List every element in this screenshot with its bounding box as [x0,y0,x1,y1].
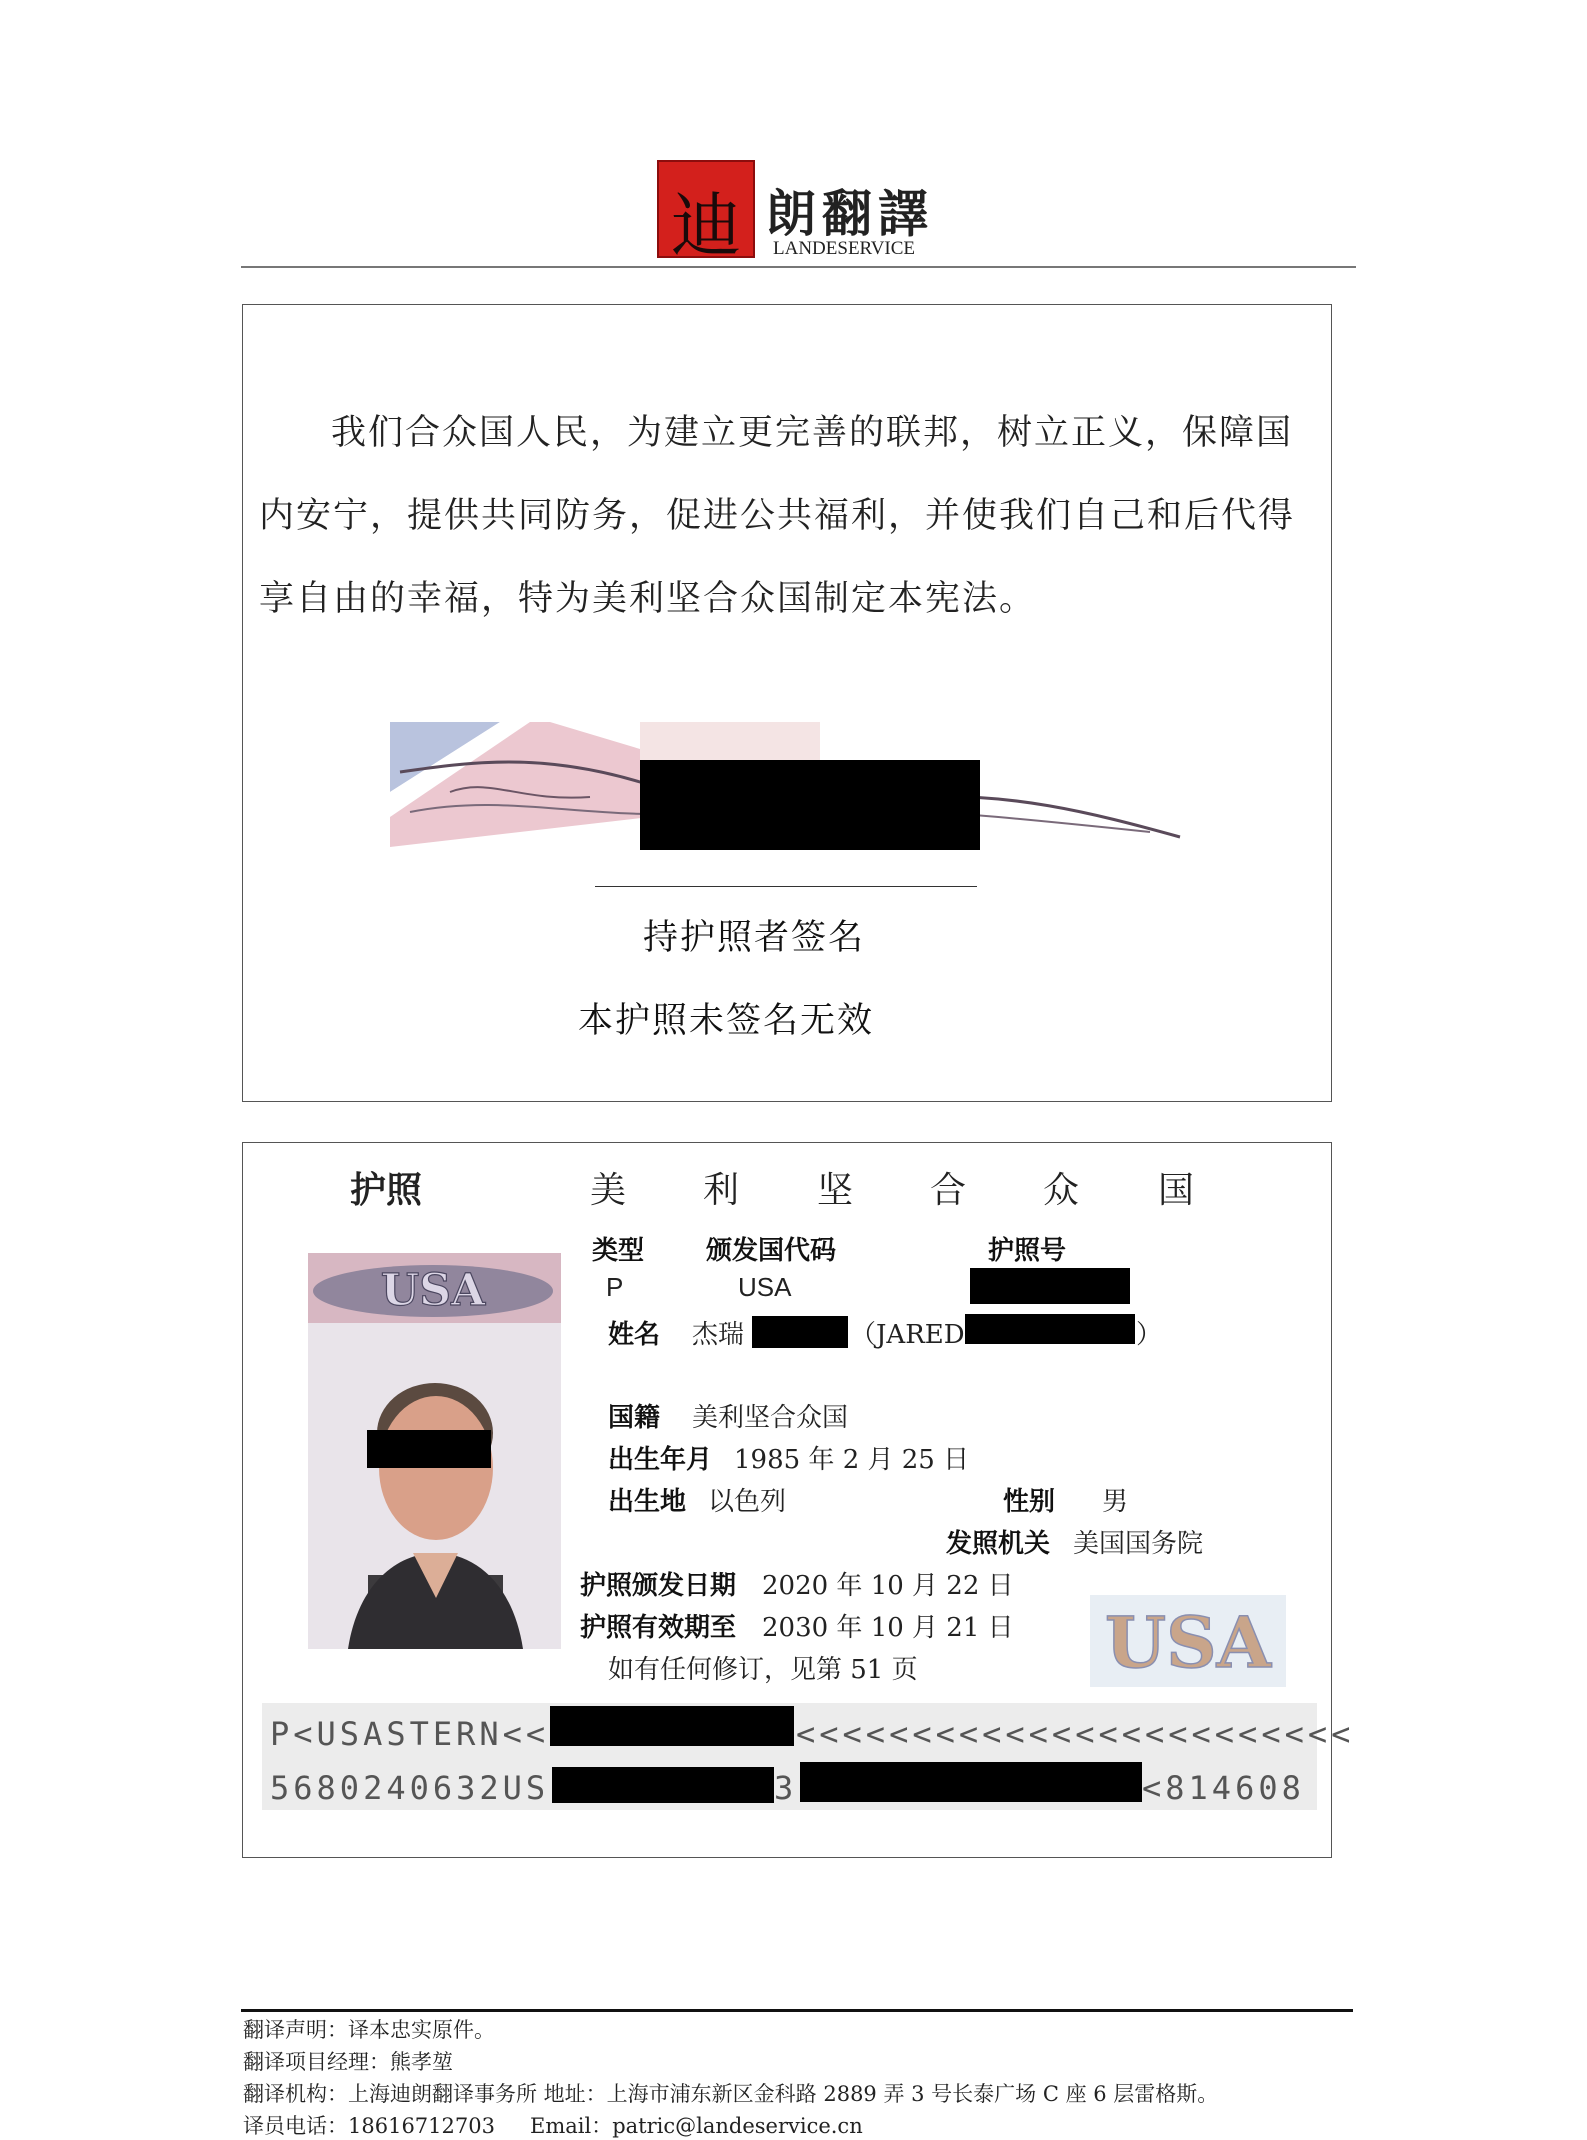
type-label: 类型 [592,1236,645,1266]
amendments-note: 如有任何修订，见第 51 页 [608,1655,918,1685]
dob-value: 1985 年 2 月 25 日 [734,1445,970,1475]
sex-label: 性别 [1003,1487,1056,1517]
mrz-line2-start: 5680240632US [270,1769,550,1807]
mrz-line1-start: P<USASTERN<< [270,1715,550,1753]
country-char-2: 利 [703,1170,740,1211]
mrz-line2-redaction-1 [552,1767,774,1803]
authority-label: 发照机关 [946,1529,1051,1559]
usa-watermark-stamp [1090,1595,1286,1687]
surname-en-redaction [965,1314,1135,1344]
mrz-line2-redaction-2 [800,1762,1142,1802]
photo-usa-banner: USA [380,1265,486,1316]
name-given-cn: 杰瑞 [692,1320,745,1350]
country-char-6: 国 [1158,1170,1195,1211]
pob-value: 以色列 [708,1487,787,1517]
mrz-line1-redaction [550,1706,794,1746]
nationality-label: 国籍 [608,1403,661,1433]
country-char-4: 合 [930,1170,967,1211]
eyes-redaction [367,1430,491,1468]
type-value: P [606,1272,624,1302]
country-char-1: 美 [590,1170,627,1211]
company-name-en: LANDESERVICE [773,238,916,259]
expiry-label: 护照有效期至 [580,1613,737,1643]
issue-date-value: 2020 年 10 月 22 日 [762,1571,1014,1601]
nationality-value: 美利坚合众国 [692,1403,849,1433]
dob-label: 出生年月 [608,1445,713,1475]
signature-warning: 本护照未签名无效 [578,1001,875,1041]
name-given-en: （JARED [850,1320,965,1350]
expiry-value: 2030 年 10 月 21 日 [762,1613,1014,1643]
passport-number-label: 护照号 [988,1236,1067,1266]
country-char-5: 众 [1043,1170,1080,1211]
company-name-cn: 朗翻譯 [766,184,934,243]
translator-phone: 译员电话：18616712703 [243,2114,495,2138]
passport-number-redaction [970,1268,1130,1304]
translation-agency: 翻译机构：上海迪朗翻译事务所 地址：上海市浦东新区金科路 2889 弄 3 号长泰广场 C 座 6 层雷格斯。 [243,2082,1219,2106]
issuing-code-value: USA [738,1272,792,1302]
name-closing-paren: ） [1136,1320,1163,1350]
signature-line [595,886,977,887]
pob-label: 出生地 [608,1487,687,1517]
preamble-line-3: 享自由的幸福，特为美利坚合众国制定本宪法。 [259,579,1037,619]
signature-caption: 持护照者签名 [643,918,866,958]
country-char-3: 坚 [817,1170,854,1211]
preamble-line-1: 我们合众国人民，为建立更完善的联邦，树立正义，保障国 [331,413,1294,453]
contact-email: Email：patric@landeservice.cn [530,2114,863,2138]
mrz-line2-mid: 3 [774,1769,798,1807]
passport-title: 护照 [350,1169,423,1211]
translation-statement: 翻译声明：译本忠实原件。 [243,2018,495,2042]
footer-divider [241,2009,1353,2012]
sex-value: 男 [1102,1487,1129,1517]
issuing-code-label: 颁发国代码 [706,1236,837,1266]
issue-date-label: 护照颁发日期 [580,1571,737,1601]
mrz-line2-end: <814608 [1142,1769,1305,1807]
passport-signature-page [242,304,1332,1102]
surname-cn-redaction [752,1316,848,1348]
mrz-line1-end: <<<<<<<<<<<<<<<<<<<<<<<< [796,1715,1355,1753]
name-label: 姓名 [608,1320,661,1350]
stamp-text: USA [1105,1601,1271,1684]
company-seal-logo [657,160,755,267]
preamble-line-2: 内安宁，提供共同防务，促进公共福利，并使我们自己和后代得 [259,496,1296,536]
project-manager: 翻译项目经理：熊孝堃 [243,2050,453,2074]
header-divider [241,266,1356,268]
authority-value: 美国国务院 [1073,1529,1204,1559]
seal-character: 迪 [671,185,741,267]
signature-redaction [640,760,980,850]
